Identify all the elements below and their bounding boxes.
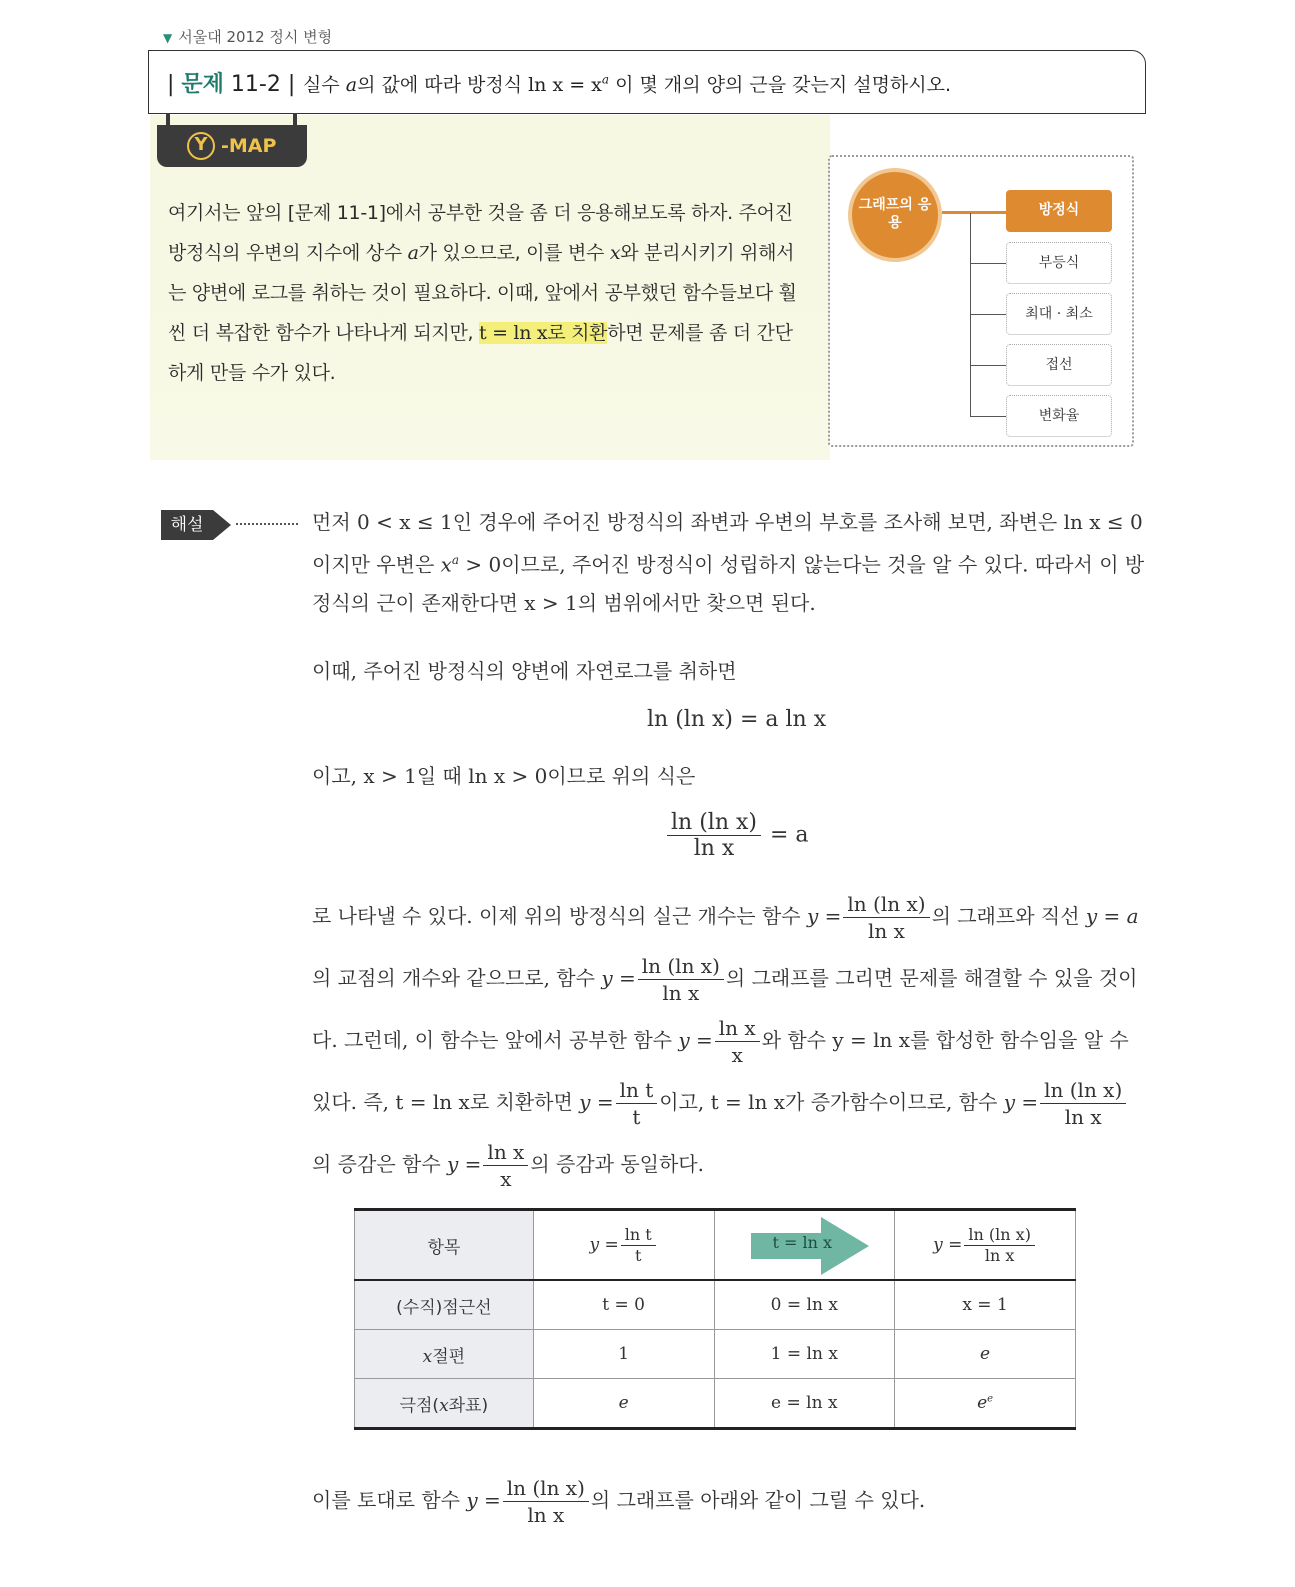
math-inline: y =: [579, 1090, 614, 1114]
fraction-numerator: ln (ln x): [641, 954, 720, 978]
concept-map-item-equation: 방정식: [1006, 190, 1112, 232]
solution-paragraph-3: [312, 760, 1146, 789]
problem-box: [148, 50, 1146, 114]
equation-fraction-form: [665, 810, 809, 861]
text: 의 그래프와 직선: [931, 904, 1086, 928]
fraction-denominator: t: [621, 1245, 656, 1266]
fraction: [667, 810, 761, 861]
text: 의 교점의 개수와 같으므로, 함수: [312, 966, 602, 990]
table-cell: x = 1: [895, 1280, 1076, 1330]
problem-text-mid: 의 값에 따라 방정식: [357, 74, 523, 96]
text: 로 치환하면: [469, 1090, 580, 1114]
table-header-lnt: [533, 1210, 714, 1281]
math-inline: 0 < x ≤ 1: [357, 510, 453, 534]
math-inline: y =: [1003, 1090, 1039, 1114]
math-inline: y =: [466, 1488, 501, 1512]
solution-tag-arrow: [213, 510, 231, 540]
row-label: [355, 1379, 534, 1429]
solution-paragraph-2: 이때, 주어진 방정식의 양변에 자연로그를 취하면: [312, 659, 737, 683]
text: 의 범위에서만 찾으면 된다.: [577, 590, 816, 615]
math-inline: y = a: [1085, 904, 1139, 928]
row-label: [355, 1330, 534, 1379]
text: 인 경우에 주어진 방정식의 좌변과 우변의 부호를 조사해 보면, 좌변은: [452, 510, 1064, 534]
concept-map-branch: [970, 314, 1006, 315]
table-header-item: 항목: [355, 1210, 534, 1281]
fraction: [616, 1077, 658, 1130]
equation-rhs: = a: [769, 822, 809, 848]
fraction-denominator: ln x: [964, 1245, 1035, 1266]
text: 의 증감은 함수: [312, 1152, 447, 1176]
var-a: a: [345, 74, 358, 96]
text: 이를 토대로 함수: [312, 1488, 467, 1512]
concept-map-branch: [970, 365, 1006, 366]
text: 와 함수: [761, 1028, 833, 1052]
math-inline: x > 1: [363, 764, 417, 788]
math-inline: > 0: [459, 552, 502, 577]
highlight-text: 로 치환: [547, 322, 608, 344]
fraction-numerator: ln (ln x): [968, 1224, 1031, 1244]
problem-text-pre: 실수: [303, 74, 340, 96]
table-cell: e = ln x: [714, 1379, 895, 1429]
solution-paragraph-5: [312, 1470, 1146, 1530]
math-inline: y =: [447, 1152, 482, 1176]
arrow-label: t = ln x: [772, 1233, 833, 1252]
table-cell: [895, 1379, 1076, 1429]
fraction: [503, 1475, 589, 1528]
ymap-text: 가 있으므로, 이를 변수: [418, 242, 610, 264]
source-text: 서울대 2012 정시 변형: [178, 28, 333, 46]
fraction: [638, 953, 724, 1006]
table-row: [355, 1330, 1076, 1379]
text: 의 증감과 동일하다.: [530, 1152, 704, 1176]
concept-map-branch: [970, 263, 1006, 264]
math-inline: ln x ≤ 0: [1063, 510, 1143, 534]
math-inline: x: [439, 1395, 449, 1416]
text: 이고,: [312, 764, 364, 788]
ymap-text: 여기서는 앞의 [문제 11-1]에서 공부한 것을 좀 더 응용해보도록 하자. 주어진 방정식의 우변의 지수에 상수: [168, 202, 793, 264]
text: 먼저: [312, 510, 357, 534]
fraction: [843, 891, 929, 944]
fraction-denominator: ln x: [843, 917, 929, 944]
source-header: [163, 26, 332, 47]
ymap-paragraph: [168, 193, 808, 393]
math-inline: y = ln x: [832, 1028, 911, 1052]
fraction-denominator: ln x: [503, 1501, 589, 1528]
problem-exponent: a: [601, 72, 610, 87]
table-header-substitution: [714, 1210, 895, 1281]
fraction-denominator: x: [715, 1041, 760, 1068]
solution-tag: 해설: [161, 510, 213, 540]
text: 를 합성한 함수임을 알 수 있다. 즉,: [312, 1028, 1129, 1114]
fraction-numerator: ln (ln x): [847, 892, 926, 916]
ymap-highlight: [479, 322, 607, 344]
table-cell: 1: [533, 1330, 714, 1379]
solution-leader-dots: [236, 523, 298, 525]
table-cell: e: [895, 1330, 1076, 1379]
concept-map-item-max-min: 최대 · 최소: [1006, 293, 1112, 335]
text: 이고,: [659, 1090, 711, 1114]
fraction-numerator: ln x: [487, 1140, 525, 1164]
fraction-numerator: ln (ln x): [671, 810, 757, 835]
fraction-denominator: t: [616, 1103, 658, 1130]
problem-text-post: 이 몇 개의 양의 근을 갖는지 설명하시오.: [615, 74, 952, 96]
fraction-numerator: ln t: [624, 1224, 652, 1244]
problem-number: 11-2: [230, 72, 281, 97]
problem-statement: [303, 70, 951, 97]
concept-map-item-inequality: 부등식: [1006, 242, 1112, 284]
table-header-row: [355, 1210, 1076, 1281]
fraction: [715, 1015, 760, 1068]
table-row: [355, 1280, 1076, 1330]
fraction-numerator: ln t: [619, 1078, 654, 1102]
comparison-table: [354, 1208, 1076, 1430]
ymap-badge: [157, 125, 307, 167]
fraction-denominator: ln x: [667, 835, 761, 861]
row-label: (수직)점근선: [355, 1280, 534, 1330]
ymap-text: 와 분리시키기 위해서는 양변에 로그를 취하는 것이 필요하다. 이때, 앞에서 공부했던 함수들보다 훨씬 더 복잡한 함수가 나타나게 되지만,: [168, 242, 797, 344]
math-inline: ln x > 0: [468, 764, 548, 788]
row-label-text: 좌표): [448, 1395, 489, 1416]
text: 일 때: [416, 764, 469, 788]
table-row: [355, 1379, 1076, 1429]
ymap-logo-icon: Y: [187, 132, 215, 160]
fraction-denominator: ln x: [638, 979, 724, 1006]
text: 의 그래프를 아래와 같이 그릴 수 있다.: [590, 1488, 926, 1512]
concept-map-center: 그래프의 응용: [848, 168, 942, 262]
text: 이지만 우변은: [312, 552, 441, 577]
math-inline: x: [422, 1346, 433, 1367]
concept-map-item-tangent: 접선: [1006, 344, 1112, 386]
math-inline: y =: [933, 1234, 963, 1255]
math-inline: y =: [601, 966, 636, 990]
var-x: x: [609, 242, 621, 264]
text: 로 나타낼 수 있다. 이제 위의 방정식의 실근 개수는 함수: [312, 904, 807, 928]
text: 의 그래프를 그리면 문제를 해결할 수 있을 것이다. 그런데, 이 함수는 앞에서 공부한 함수: [312, 966, 1138, 1052]
concept-map-connector: [942, 211, 1006, 214]
equation-log-both-sides: ln (ln x) = a ln x: [647, 707, 827, 732]
row-label-text: 극점(: [399, 1395, 440, 1416]
math-inline: t = ln x: [395, 1090, 470, 1114]
math-exponent: a: [451, 553, 460, 567]
table-cell: 0 = ln x: [714, 1280, 895, 1330]
table-cell: t = 0: [533, 1280, 714, 1330]
text: 이므로, 주어진 방정식이 성립하지 않는다는 것을 알 수 있다. 따라서 이 방정식의 근이 존재한다면: [312, 552, 1145, 615]
table-header-lnln: [895, 1210, 1076, 1281]
problem-label-prefix: 문제: [181, 72, 224, 97]
math-inline: e: [977, 1393, 988, 1413]
math-exponent: e: [987, 1393, 994, 1405]
math-inline: t = ln x: [710, 1090, 786, 1114]
table-cell: 1 = ln x: [714, 1330, 895, 1379]
row-label-text: 절편: [432, 1346, 466, 1367]
triangle-down-icon: ▼: [163, 31, 173, 45]
math-inline: y =: [806, 904, 842, 928]
problem-equation: ln x = x: [528, 74, 602, 96]
fraction-numerator: ln (ln x): [506, 1476, 585, 1500]
problem-label: | 문제 11-2 |: [167, 72, 296, 97]
fraction: [483, 1139, 528, 1192]
math-inline: y =: [678, 1028, 713, 1052]
concept-map-item-rate: 변화율: [1006, 395, 1112, 437]
text: 이므로 위의 식은: [547, 764, 696, 788]
fraction: [964, 1225, 1035, 1266]
solution-paragraph-4: [312, 885, 1146, 1195]
math-inline: x > 1: [524, 590, 578, 615]
math-inline: y =: [589, 1234, 619, 1255]
fraction-numerator: ln (ln x): [1044, 1078, 1123, 1102]
ymap-badge-text: -MAP: [221, 135, 277, 157]
fraction: [1040, 1077, 1126, 1130]
text: 가 증가함수이므로, 함수: [785, 1090, 1004, 1114]
highlight-equation: t = ln x: [479, 322, 548, 344]
concept-map-trunk: [970, 213, 971, 417]
table-cell: e: [533, 1379, 714, 1429]
fraction-denominator: x: [483, 1165, 528, 1192]
solution-paragraph-1: [312, 503, 1146, 622]
ymap-text: 하면 문제를 좀 더 간단하게 만들 수가 있다.: [168, 322, 793, 384]
var-a: a: [407, 242, 419, 264]
concept-map-branch: [970, 416, 1006, 417]
fraction-denominator: ln x: [1040, 1103, 1126, 1130]
fraction: [621, 1225, 656, 1266]
math-inline: x: [440, 552, 452, 577]
fraction-numerator: ln x: [718, 1016, 756, 1040]
